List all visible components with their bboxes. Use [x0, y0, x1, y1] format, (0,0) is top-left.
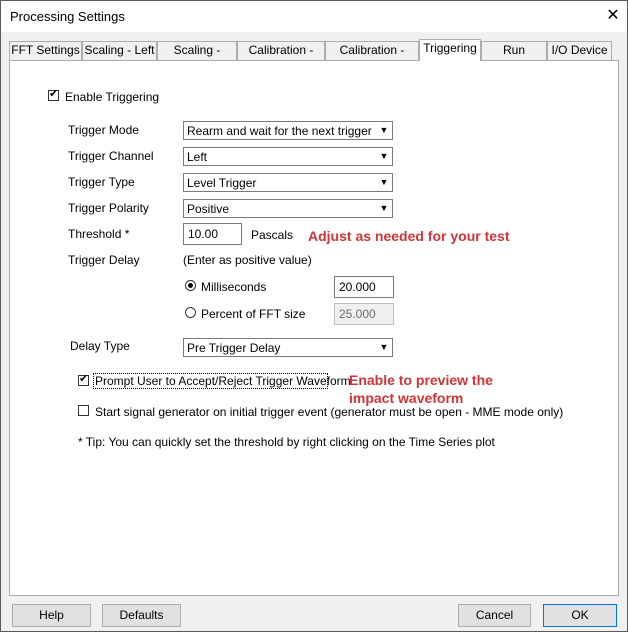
chevron-down-icon[interactable]: ▼	[379, 151, 389, 161]
milliseconds-label: Milliseconds	[201, 280, 267, 294]
milliseconds-radio[interactable]	[185, 280, 196, 291]
percent-fft-value: 25.000	[339, 307, 376, 321]
start-generator-checkbox[interactable]	[78, 405, 89, 416]
prompt-annotation-line2: impact waveform	[349, 390, 464, 406]
tab-fft-settings[interactable]: FFT Settings	[9, 41, 82, 60]
trigger-type-value: Level Trigger	[187, 176, 257, 190]
tab-scaling-right[interactable]: Scaling -	[157, 41, 237, 60]
milliseconds-value: 20.000	[339, 280, 376, 294]
trigger-channel-select[interactable]	[183, 147, 393, 166]
prompt-annotation-line1: Enable to preview the	[349, 372, 493, 388]
percent-fft-radio[interactable]	[185, 307, 196, 318]
check-icon: ✔	[49, 88, 59, 100]
threshold-unit: Pascals	[251, 228, 294, 242]
milliseconds-input[interactable]	[334, 276, 394, 298]
trigger-mode-label: Trigger Mode	[68, 123, 139, 137]
cancel-button[interactable]: Cancel	[458, 604, 531, 627]
chevron-down-icon[interactable]: ▼	[379, 125, 389, 135]
check-icon: ✔	[79, 373, 89, 385]
threshold-value: 10.00	[188, 227, 219, 241]
trigger-channel-label: Trigger Channel	[68, 149, 154, 163]
trigger-polarity-value: Positive	[187, 202, 230, 216]
tab-calibration-left[interactable]: Calibration -	[237, 41, 325, 60]
trigger-type-select[interactable]	[183, 173, 393, 192]
chevron-down-icon[interactable]: ▼	[379, 342, 389, 352]
delay-type-value: Pre Trigger Delay	[187, 341, 281, 355]
percent-fft-input[interactable]	[334, 303, 394, 325]
trigger-mode-value: Rearm and wait for the next trigger	[187, 124, 372, 138]
trigger-channel-value: Left	[187, 150, 208, 164]
tab-io-device[interactable]: I/O Device	[547, 41, 612, 60]
tab-scaling-left[interactable]: Scaling - Left	[82, 41, 157, 60]
start-generator-label: Start signal generator on initial trigger event (generator must be open - MME mode only)	[95, 405, 564, 419]
enable-triggering-label: Enable Triggering	[65, 90, 160, 104]
help-button[interactable]: Help	[12, 604, 91, 627]
delay-type-label: Delay Type	[70, 339, 130, 353]
close-icon[interactable]: ✕	[606, 7, 620, 24]
defaults-button[interactable]: Defaults	[102, 604, 181, 627]
threshold-input[interactable]	[183, 223, 242, 245]
threshold-label: Threshold *	[68, 227, 130, 241]
trigger-type-label: Trigger Type	[68, 175, 135, 189]
radio-selected-dot	[188, 283, 193, 288]
delay-type-select[interactable]	[183, 338, 393, 357]
trigger-delay-label: Trigger Delay	[68, 253, 140, 267]
triggering-panel	[9, 60, 619, 596]
trigger-mode-select[interactable]	[183, 121, 393, 140]
title-bar	[1, 1, 627, 32]
threshold-annotation: Adjust as needed for your test	[308, 228, 510, 244]
tab-triggering[interactable]: Triggering	[419, 39, 481, 61]
enable-triggering-checkbox[interactable]	[48, 90, 59, 101]
chevron-down-icon[interactable]: ▼	[379, 177, 389, 187]
tab-run-control[interactable]: Run	[481, 41, 547, 60]
chevron-down-icon[interactable]: ▼	[379, 203, 389, 213]
ok-button[interactable]: OK	[543, 604, 617, 627]
prompt-user-label: Prompt User to Accept/Reject Trigger Waveform	[95, 374, 351, 388]
window-title: Processing Settings	[10, 9, 125, 24]
prompt-user-checkbox[interactable]	[78, 375, 89, 386]
percent-fft-label: Percent of FFT size	[201, 307, 306, 321]
tab-calibration-right[interactable]: Calibration -	[325, 41, 419, 60]
tip-text: * Tip: You can quickly set the threshold by right clicking on the Time Series plot	[78, 435, 495, 449]
trigger-polarity-label: Trigger Polarity	[68, 201, 149, 215]
trigger-delay-hint: (Enter as positive value)	[183, 253, 312, 267]
trigger-polarity-select[interactable]	[183, 199, 393, 218]
